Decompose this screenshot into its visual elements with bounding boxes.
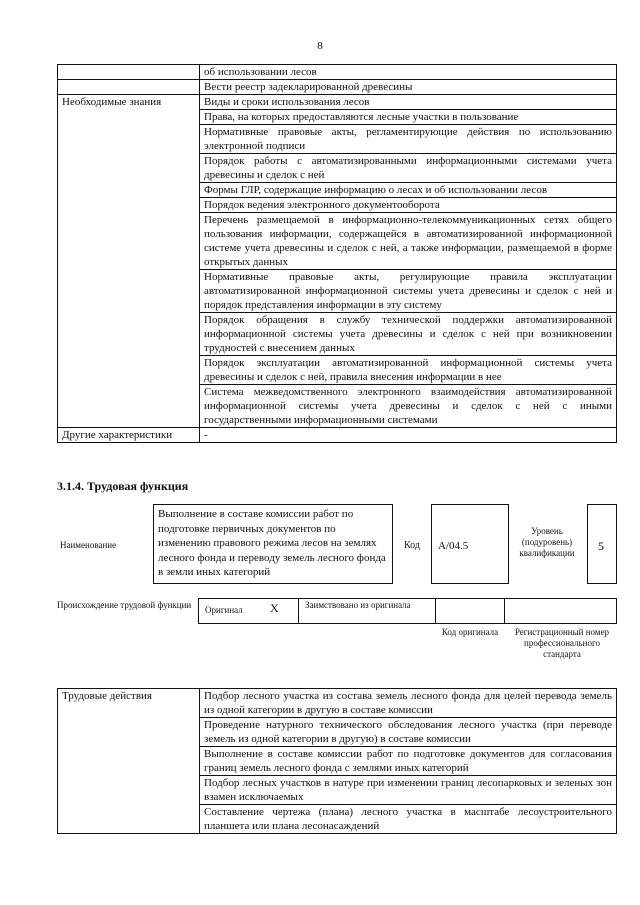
qualification-level-value: 5 [598, 539, 604, 553]
knowledge-item: Права, на которых предоставляются лесные участки в пользование [200, 110, 617, 125]
labor-action-item: Проведение натурного технического обследования лесного участка (при переводе земель из одной категории в другую) в составе комиссии [200, 718, 617, 747]
code-label: Код [404, 540, 420, 551]
knowledge-item: Нормативные правовые акты, регулирующие правила эксплуатации автоматизированной информационной системы учета древесины и сделок с ней и порядок представления информации в эту систему [200, 270, 617, 313]
table-row [58, 428, 617, 443]
knowledge-item: Порядок ведения электронного документооборота [200, 198, 617, 213]
continuation-cell: Вести реестр задекларированной древесины [200, 80, 617, 95]
knowledge-item: Порядок работы с автоматизированными информационными системами учета древесины и сделок с ней [200, 154, 617, 183]
page-number: 8 [317, 40, 323, 52]
other-characteristics-value: - [200, 428, 617, 443]
table-row [58, 80, 617, 95]
section-heading: 3.1.4. Трудовая функция [57, 479, 189, 493]
knowledge-item: Порядок эксплуатации автоматизированной информационной системы учета древесины и сделок с ней, правила внесения информации в нее [200, 356, 617, 385]
knowledge-item: Виды и сроки использования лесов [200, 95, 617, 110]
knowledge-table [57, 64, 617, 443]
origin-code-cell [436, 599, 505, 623]
table-row [58, 95, 617, 110]
table-row [58, 65, 617, 80]
code-original-caption: Код оригинала [441, 627, 499, 637]
registration-number-caption: Регистрационный номер профессионального стандарта [514, 627, 610, 659]
labor-action-item: Подбор лесного участка из состава земель лесного фонда для целей перевода земель из одной категории в другую в составе комиссии [200, 689, 617, 718]
labor-action-item: Выполнение в составе комиссии работ по подготовке документов для согласования границ земель лесного фонда с землями иных категорий [200, 747, 617, 776]
original-mark: X [270, 601, 279, 615]
knowledge-item: Перечень размещаемой в информационно-телекоммуникационных сетях общего пользования информации, содержащейся в автоматизированной информационной системе учета древесины и сделок с ней, а также информации, размещаемой в форме открытых данных [200, 213, 617, 270]
borrowed-label: Заимствовано из оригинала [305, 600, 411, 610]
empty-label-cell [58, 80, 200, 95]
code-value: А/04.5 [438, 540, 469, 552]
original-label: Оригинал [205, 605, 243, 615]
knowledge-item: Система межведомственного электронного взаимодействия автоматизированной информационной системы учета древесины и сделок с ней с иными государственными информационными системами [200, 385, 617, 428]
table-row [58, 689, 617, 718]
empty-label-cell [58, 65, 200, 80]
labor-action-item: Подбор лесных участков в натуре при изменении границ лесопарковых и зеленых зон взамен исключаемых [200, 776, 617, 805]
other-characteristics-label: Другие характеристики [58, 428, 200, 443]
origin-label: Происхождение трудовой функции [57, 600, 192, 610]
knowledge-item: Формы ГЛР, содержащие информацию о лесах и об использовании лесов [200, 183, 617, 198]
name-label: Наименование [60, 540, 117, 550]
labor-action-item: Составление чертежа (плана) лесного участка в масштабе лесоустроительного планшета или плана лесонасаждений [200, 805, 617, 834]
labor-actions-label: Трудовые действия [58, 689, 200, 834]
knowledge-item: Нормативные правовые акты, регламентирующие действия по использованию электронной подписи [200, 125, 617, 154]
function-name-value: Выполнение в составе комиссии работ по подготовке первичных документов по изменению правового режима лесов на землях лесного фонда и переводу земель лесного фонда в земли иных категорий [153, 504, 393, 584]
labor-actions-table [57, 688, 617, 834]
knowledge-item: Порядок обращения в службу технической поддержки автоматизированной информационной системы учета древесины и сделок с ней при возникновении трудностей с внесением данных [200, 313, 617, 356]
continuation-cell: об использовании лесов [200, 65, 617, 80]
qualification-level-label: Уровень (подуровень) квалификации [519, 526, 575, 558]
knowledge-label: Необходимые знания [58, 95, 200, 428]
